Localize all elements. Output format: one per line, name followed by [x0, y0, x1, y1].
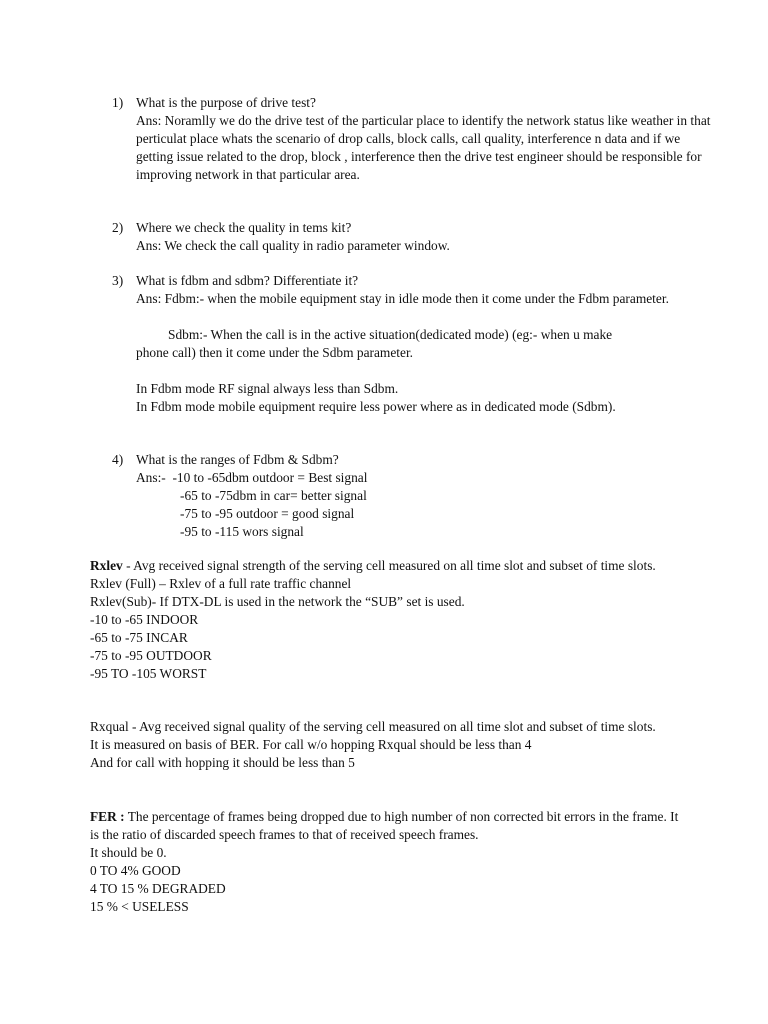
- rxqual-section: [90, 718, 690, 772]
- question-text: What is the purpose of drive test?: [136, 95, 316, 110]
- fdbm-note: In Fdbm mode RF signal always less than Sdbm.: [136, 381, 399, 396]
- question-text: Where we check the quality in tems kit?: [136, 220, 352, 235]
- rxlev-sub: Rxlev(Sub)- If DTX-DL is used in the network the “SUB” set is used.: [90, 594, 465, 609]
- question-1: [112, 94, 712, 184]
- range-item: -95 to -115 wors signal: [180, 524, 304, 539]
- question-number: 3): [112, 273, 124, 288]
- rxqual-basis: It is measured on basis of BER. For call w/o hopping Rxqual should be less than 4: [90, 737, 532, 752]
- rxlev-level: -75 to -95 OUTDOOR: [90, 648, 212, 663]
- fer-term: FER :: [90, 809, 125, 824]
- answer-text: Ans: Noramlly we do the drive test of the particular place to identify the network status like weather in that perticulat place whats the scenario of drop calls, block calls, call quality, interference n data and if we getting issue related to the drop, block , interference then the drive test engineer should be responsible for improving network in that particular area.: [136, 113, 711, 182]
- answer-label: Ans:-: [136, 470, 173, 485]
- fer-level: 15 % < USELESS: [90, 899, 189, 914]
- question-text: What is the ranges of Fdbm & Sdbm?: [136, 452, 339, 467]
- range-first: [136, 469, 712, 487]
- question-4: [112, 451, 712, 541]
- rxlev-term: Rxlev: [90, 558, 123, 573]
- question-3: [112, 272, 712, 416]
- range-item: -65 to -75dbm in car= better signal: [180, 488, 367, 503]
- fdbm-power-note: In Fdbm mode mobile equipment require less power where as in dedicated mode (Sdbm).: [136, 399, 616, 414]
- rxqual-definition: Rxqual - Avg received signal quality of the serving cell measured on all time slot and subset of time slots.: [90, 719, 656, 734]
- question-number: 4): [112, 452, 124, 467]
- question-number: 2): [112, 220, 124, 235]
- rxlev-section: [90, 557, 690, 683]
- rxlev-full: Rxlev (Full) – Rxlev of a full rate traffic channel: [90, 576, 352, 591]
- fer-level: 0 TO 4% GOOD: [90, 863, 181, 878]
- range-item: -10 to -65dbm outdoor = Best signal: [172, 470, 368, 485]
- sdbm-answer-first-line: Sdbm:- When the call is in the active situation(dedicated mode) (eg:- when u make: [168, 327, 613, 342]
- fer-definition-text: The percentage of frames being dropped due to high number of non corrected bit errors in the frame. It is the ratio of discarded speech frames to that of received speech frames.: [90, 809, 679, 842]
- fer-section: [90, 808, 690, 916]
- rxlev-definition: [90, 557, 690, 575]
- question-number: 1): [112, 95, 124, 110]
- question-2: [112, 219, 712, 255]
- rxqual-hopping: And for call with hopping it should be less than 5: [90, 755, 355, 770]
- question-text: What is fdbm and sdbm? Differentiate it?: [136, 273, 359, 288]
- rxlev-level: -95 TO -105 WORST: [90, 666, 207, 681]
- sdbm-answer-rest: phone call) then it come under the Sdbm parameter.: [136, 345, 414, 360]
- rxlev-definition-text: - Avg received signal strength of the serving cell measured on all time slot and subset of time slots.: [122, 558, 656, 573]
- rxlev-level: -10 to -65 INDOOR: [90, 612, 199, 627]
- fer-target: It should be 0.: [90, 845, 167, 860]
- answer-text: Ans: We check the call quality in radio parameter window.: [136, 238, 450, 253]
- range-item: -75 to -95 outdoor = good signal: [180, 506, 355, 521]
- rxlev-level: -65 to -75 INCAR: [90, 630, 188, 645]
- fer-definition: [90, 808, 690, 844]
- fer-level: 4 TO 15 % DEGRADED: [90, 881, 226, 896]
- fdbm-answer: Ans: Fdbm:- when the mobile equipment stay in idle mode then it come under the Fdbm parameter.: [136, 291, 669, 306]
